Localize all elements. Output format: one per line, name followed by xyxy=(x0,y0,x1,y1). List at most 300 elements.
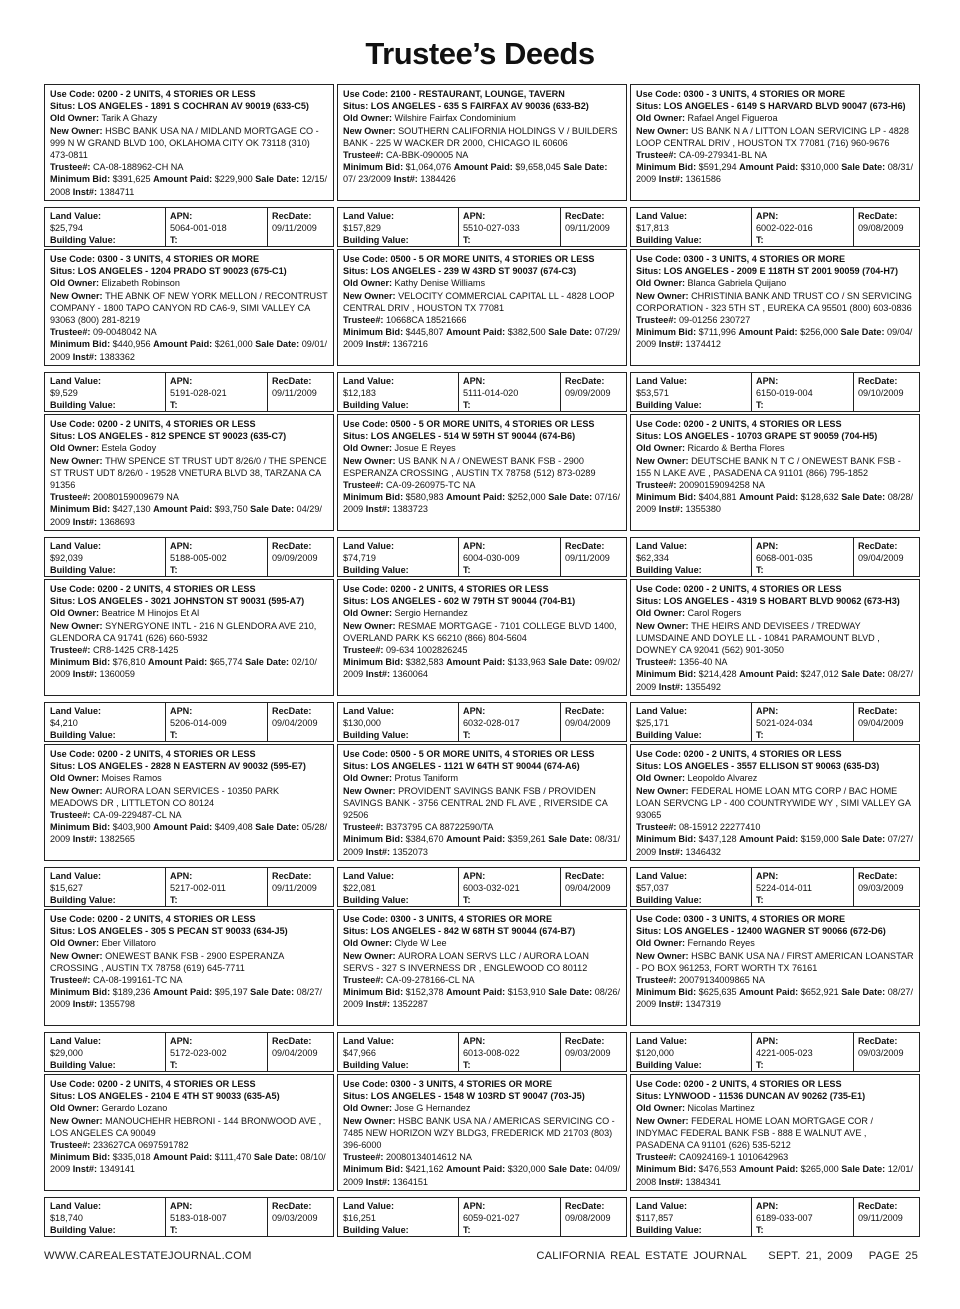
values-cell xyxy=(631,538,752,576)
tract-value xyxy=(463,741,557,742)
use-code-label: Use Code: xyxy=(343,914,391,924)
apn-cell xyxy=(459,208,561,246)
land-value-label: Land Value: xyxy=(343,1201,395,1211)
recdate-value: 09/08/2009 xyxy=(858,223,904,233)
use-code-label: Use Code: xyxy=(636,1079,684,1089)
situs-label: Situs: xyxy=(50,431,78,442)
old-owner-label: Old Owner: xyxy=(636,113,688,124)
minimum-bid-label: Minimum Bid: xyxy=(636,834,699,845)
minimum-bid-value: $427,130 xyxy=(112,504,151,515)
new-owner-label: New Owner: xyxy=(343,125,399,136)
building-value xyxy=(636,399,748,412)
inst-value: 1352287 xyxy=(392,999,428,1010)
tract-label: T: xyxy=(463,1225,471,1235)
values-cell xyxy=(45,1033,166,1071)
new-owner-label: New Owner: xyxy=(343,290,399,301)
minimum-bid-label: Minimum Bid: xyxy=(50,1152,113,1163)
recdate-cell xyxy=(268,373,333,411)
minimum-bid-value: $437,128 xyxy=(698,834,737,845)
sale-date-value: 09/02/ 2009 xyxy=(343,657,621,680)
old-owner-label: Old Owner: xyxy=(50,608,102,619)
inst-value: 1384426 xyxy=(420,174,456,185)
use-code-label: Use Code: xyxy=(50,1079,98,1089)
situs-value: LOS ANGELES - 3021 JOHNSTON ST 90031 (595-A7) xyxy=(77,596,305,607)
land-value-value: $47,966 xyxy=(343,1048,376,1058)
old-owner-label: Old Owner: xyxy=(636,278,688,289)
building-value-value xyxy=(636,906,748,907)
trustee-label: Trustee#: xyxy=(343,822,386,833)
minimum-bid-value: $711,996 xyxy=(698,327,736,338)
recdate-cell xyxy=(561,703,626,741)
tract xyxy=(463,729,557,742)
value-table xyxy=(44,207,334,247)
use-code-value: 0200 - 2 UNITS, 4 STORIES OR LESS xyxy=(683,419,842,429)
deed-record xyxy=(337,249,627,414)
apn-cell xyxy=(752,373,854,411)
recdate-label: RecDate: xyxy=(858,376,898,386)
inst-value: 1367216 xyxy=(392,339,428,350)
new-owner-label: New Owner: xyxy=(343,620,399,631)
tract-value xyxy=(756,576,850,577)
old-owner-value: Josue E Reyes xyxy=(394,443,456,454)
minimum-bid-label: Minimum Bid: xyxy=(50,504,113,515)
deed-record xyxy=(44,414,334,579)
deed-record xyxy=(630,249,920,414)
tract xyxy=(756,894,850,907)
building-value-value xyxy=(50,741,162,742)
recdate-label: RecDate: xyxy=(565,376,605,386)
building-value-label: Building Value: xyxy=(343,400,409,410)
land-value xyxy=(50,1035,162,1059)
building-value-label: Building Value: xyxy=(636,1060,702,1070)
apn-cell xyxy=(459,703,561,741)
inst-value: 1374412 xyxy=(685,339,721,350)
deed-details xyxy=(337,909,627,1026)
building-value-label: Building Value: xyxy=(50,400,116,410)
amount-paid-value: $133,963 xyxy=(507,657,546,668)
inst-label: Inst#: xyxy=(658,504,686,515)
land-value-label: Land Value: xyxy=(636,1201,688,1211)
apn-cell xyxy=(459,868,561,906)
values-cell xyxy=(45,868,166,906)
land-value-value: $157,829 xyxy=(343,223,381,233)
building-value-label: Building Value: xyxy=(50,1060,116,1070)
use-code-label: Use Code: xyxy=(636,254,684,264)
value-table xyxy=(337,1032,627,1072)
minimum-bid-label: Minimum Bid: xyxy=(343,834,406,845)
land-value xyxy=(343,1200,455,1224)
land-value-label: Land Value: xyxy=(343,376,395,386)
minimum-bid-label: Minimum Bid: xyxy=(636,1164,699,1175)
apn xyxy=(756,870,850,894)
situs-value: LOS ANGELES - 842 W 68TH ST 90044 (674-B7) xyxy=(370,926,576,937)
old-owner-value: Blanca Gabriela Quijano xyxy=(687,278,787,289)
building-value-label: Building Value: xyxy=(50,895,116,905)
land-value-label: Land Value: xyxy=(50,1201,102,1211)
trustee-label: Trustee#: xyxy=(50,810,93,821)
new-owner-value: AURORA LOAN SERVICES - 10350 PARK MEADOWS DR , LITTLETON CO 80124 xyxy=(50,785,280,808)
land-value xyxy=(50,210,162,234)
trustee-label: Trustee#: xyxy=(636,480,679,491)
amount-paid-label: Amount Paid: xyxy=(446,327,508,338)
inst-value: 1355798 xyxy=(99,999,135,1010)
recdate-cell xyxy=(268,1198,333,1236)
recdate-value: 09/04/2009 xyxy=(858,718,904,728)
amount-paid-label: Amount Paid: xyxy=(153,987,215,998)
apn-label: APN: xyxy=(756,1201,779,1211)
use-code-value: 0200 - 2 UNITS, 4 STORIES OR LESS xyxy=(97,914,256,924)
recdate-cell xyxy=(268,538,333,576)
old-owner-label: Old Owner: xyxy=(343,608,395,619)
recdate-value: 09/03/2009 xyxy=(565,1048,611,1058)
old-owner-label: Old Owner: xyxy=(343,443,395,454)
apn xyxy=(463,540,557,564)
inst-value: 1384711 xyxy=(99,186,135,197)
sale-date-value: 08/31/ 2009 xyxy=(343,834,621,857)
land-value-value: $25,794 xyxy=(50,223,83,233)
value-table xyxy=(630,537,920,577)
land-value xyxy=(636,705,748,729)
use-code-label: Use Code: xyxy=(343,254,391,264)
tract-value xyxy=(756,1236,850,1237)
amount-paid-value: $65,774 xyxy=(209,657,243,668)
recdate-value: 09/04/2009 xyxy=(565,718,611,728)
land-value-value: $4,210 xyxy=(50,718,78,728)
use-code-value: 0300 - 3 UNITS, 4 STORIES OR MORE xyxy=(683,914,846,924)
sale-date-label: Sale Date: xyxy=(250,504,297,515)
amount-paid-label: Amount Paid: xyxy=(153,339,215,350)
inst-label: Inst#: xyxy=(658,681,686,692)
trustee-label: Trustee#: xyxy=(50,162,93,173)
tract xyxy=(463,564,557,577)
land-value-label: Land Value: xyxy=(343,541,395,551)
trustee-value: 20080159009679 NA xyxy=(92,492,179,503)
land-value-label: Land Value: xyxy=(50,706,102,716)
records-grid xyxy=(44,84,920,1239)
old-owner-value: Nicolas Martinez xyxy=(687,1103,755,1114)
apn-cell xyxy=(752,1198,854,1236)
value-table xyxy=(44,702,334,742)
sale-date-label: Sale Date: xyxy=(841,162,888,173)
recdate-cell xyxy=(561,373,626,411)
old-owner-label: Old Owner: xyxy=(50,773,102,784)
building-value-value xyxy=(50,576,162,577)
footer-website[interactable]: WWW.CAREALESTATEJOURNAL.COM xyxy=(44,1250,252,1262)
deed-details xyxy=(44,579,334,696)
old-owner-label: Old Owner: xyxy=(50,938,102,949)
footer-publication: CALIFORNIA REAL ESTATE JOURNAL xyxy=(536,1250,748,1262)
sale-date-value: 07/16/ 2009 xyxy=(343,492,621,515)
values-cell xyxy=(338,1033,459,1071)
minimum-bid-label: Minimum Bid: xyxy=(343,987,406,998)
new-owner-label: New Owner: xyxy=(636,620,692,631)
situs-label: Situs: xyxy=(50,596,78,607)
value-table xyxy=(337,1197,627,1237)
situs-label: Situs: xyxy=(343,761,371,772)
minimum-bid-value: $580,983 xyxy=(405,492,444,503)
land-value xyxy=(636,1200,748,1224)
land-value-label: Land Value: xyxy=(636,706,688,716)
building-value-value xyxy=(343,1236,455,1237)
inst-value: 1364151 xyxy=(392,1176,428,1187)
apn xyxy=(170,1035,264,1059)
apn-label: APN: xyxy=(756,706,779,716)
inst-label: Inst#: xyxy=(393,174,421,185)
page-title: Trustee’s Deeds xyxy=(365,36,595,71)
building-value-value xyxy=(636,246,748,247)
apn-value: 6003-032-021 xyxy=(463,883,520,893)
apn-value: 5188-005-002 xyxy=(170,553,227,563)
building-value-value xyxy=(50,1236,162,1237)
tract-value xyxy=(170,576,264,577)
building-value-label: Building Value: xyxy=(343,895,409,905)
values-cell xyxy=(338,703,459,741)
deed-record xyxy=(630,744,920,909)
new-owner-label: New Owner: xyxy=(636,125,692,136)
amount-paid-label: Amount Paid: xyxy=(739,834,801,845)
situs-label: Situs: xyxy=(343,101,371,112)
apn-label: APN: xyxy=(463,706,486,716)
inst-value: 1383362 xyxy=(99,351,135,362)
sale-date-label: Sale Date: xyxy=(841,987,888,998)
values-cell xyxy=(631,373,752,411)
deed-details xyxy=(337,414,627,531)
old-owner-value: Carol Rogers xyxy=(687,608,742,619)
new-owner-value: US BANK N A / LITTON LOAN SERVICING LP - 4828 LOOP CENTRAL DRIV , HOUSTON TX 77081 (716) 960-9676 xyxy=(636,125,909,148)
sale-date-label: Sale Date: xyxy=(548,492,595,503)
apn-cell xyxy=(166,868,268,906)
values-cell xyxy=(338,373,459,411)
apn-cell xyxy=(166,1033,268,1071)
situs-label: Situs: xyxy=(343,266,371,277)
tract xyxy=(463,894,557,907)
land-value-label: Land Value: xyxy=(50,1036,102,1046)
apn-label: APN: xyxy=(170,1201,193,1211)
inst-value: 1355380 xyxy=(685,504,721,515)
apn xyxy=(756,705,850,729)
apn-value: 6032-028-017 xyxy=(463,718,520,728)
amount-paid-label: Amount Paid: xyxy=(148,657,210,668)
tract-value xyxy=(170,246,264,247)
values-cell xyxy=(338,538,459,576)
apn-label: APN: xyxy=(170,541,193,551)
apn-label: APN: xyxy=(170,211,193,221)
records-column xyxy=(337,84,627,1239)
land-value-value: $117,857 xyxy=(636,1213,674,1223)
use-code-value: 0200 - 2 UNITS, 4 STORIES OR LESS xyxy=(97,419,256,429)
inst-value: 1349141 xyxy=(99,1164,135,1175)
recdate-label: RecDate: xyxy=(272,1201,312,1211)
new-owner-label: New Owner: xyxy=(50,290,106,301)
situs-value: LOS ANGELES - 635 S FAIRFAX AV 90036 (633-B2) xyxy=(370,101,589,112)
building-value xyxy=(50,894,162,907)
sale-date-value: 05/28/ 2009 xyxy=(50,822,328,845)
tract-value xyxy=(463,576,557,577)
use-code-label: Use Code: xyxy=(50,914,98,924)
trustee-label: Trustee#: xyxy=(636,1152,679,1163)
amount-paid-value: $409,408 xyxy=(214,822,253,833)
amount-paid-value: $111,470 xyxy=(214,1152,252,1163)
tract-label: T: xyxy=(463,235,471,245)
land-value-label: Land Value: xyxy=(636,1036,688,1046)
situs-value: LOS ANGELES - 1204 PRADO ST 90023 (675-C1) xyxy=(77,266,287,277)
land-value xyxy=(636,1035,748,1059)
situs-value: LOS ANGELES - 4319 S HOBART BLVD 90062 (673-H3) xyxy=(663,596,900,607)
inst-label: Inst#: xyxy=(658,999,686,1010)
situs-label: Situs: xyxy=(343,926,371,937)
use-code-value: 0300 - 3 UNITS, 4 STORIES OR MORE xyxy=(683,89,846,99)
tract xyxy=(170,564,264,577)
inst-value: 1346432 xyxy=(685,846,721,857)
situs-label: Situs: xyxy=(343,596,371,607)
apn-label: APN: xyxy=(463,376,486,386)
recdate-label: RecDate: xyxy=(272,541,312,551)
tract-label: T: xyxy=(756,1225,764,1235)
trustee-value: 09-01256 230727 xyxy=(678,315,751,326)
apn xyxy=(170,1200,264,1224)
old-owner-value: Fernando Reyes xyxy=(687,938,755,949)
new-owner-label: New Owner: xyxy=(636,785,692,796)
minimum-bid-value: $214,428 xyxy=(698,669,737,680)
new-owner-value: THE ABNK OF NEW YORK MELLON / RECONTRUST COMPANY - 1800 TAPO CANYON RD CA6-9, SIMI VALLEY CA 93063 (800) 281-8219 xyxy=(50,290,328,326)
tract xyxy=(170,894,264,907)
minimum-bid-label: Minimum Bid: xyxy=(50,987,113,998)
building-value-value xyxy=(636,576,748,577)
value-table xyxy=(44,1032,334,1072)
apn-label: APN: xyxy=(463,871,486,881)
situs-label: Situs: xyxy=(50,266,78,277)
inst-label: Inst#: xyxy=(658,174,686,185)
trustee-value: 20080134014612 NA xyxy=(385,1152,472,1163)
recdate-cell xyxy=(854,208,919,246)
old-owner-label: Old Owner: xyxy=(50,443,102,454)
trustee-label: Trustee#: xyxy=(636,150,679,161)
amount-paid-value: $252,000 xyxy=(507,492,546,503)
amount-paid-value: $256,000 xyxy=(800,327,839,338)
inst-value: 1352073 xyxy=(392,846,428,857)
situs-label: Situs: xyxy=(50,926,78,937)
deed-record xyxy=(337,84,627,249)
tract xyxy=(756,729,850,742)
value-table xyxy=(630,372,920,412)
tract-label: T: xyxy=(756,1060,764,1070)
use-code-value: 0200 - 2 UNITS, 4 STORIES OR LESS xyxy=(683,584,842,594)
building-value-value xyxy=(636,411,748,412)
old-owner-value: Beatrice M Hinojos Et Al xyxy=(101,608,200,619)
tract-value xyxy=(170,1236,264,1237)
building-value xyxy=(636,1224,748,1237)
old-owner-value: Tarik A Ghazy xyxy=(101,113,158,124)
apn-label: APN: xyxy=(463,1201,486,1211)
land-value-value: $92,039 xyxy=(50,553,83,563)
apn-value: 5206-014-009 xyxy=(170,718,227,728)
old-owner-label: Old Owner: xyxy=(343,773,395,784)
use-code-value: 2100 - RESTAURANT, LOUNGE, TAVERN xyxy=(390,89,565,99)
apn-cell xyxy=(459,373,561,411)
value-table xyxy=(630,702,920,742)
tract-value xyxy=(170,411,264,412)
recdate-label: RecDate: xyxy=(272,376,312,386)
land-value-label: Land Value: xyxy=(636,871,688,881)
situs-value: LOS ANGELES - 1121 W 64TH ST 90044 (674-A6) xyxy=(370,761,580,772)
inst-label: Inst#: xyxy=(365,846,393,857)
apn-value: 5183-018-007 xyxy=(170,1213,227,1223)
inst-value: 1347319 xyxy=(685,999,721,1010)
old-owner-label: Old Owner: xyxy=(50,1103,102,1114)
deed-record xyxy=(44,84,334,249)
situs-label: Situs: xyxy=(50,1091,78,1102)
situs-value: LOS ANGELES - 305 S PECAN ST 90033 (634-J5) xyxy=(77,926,288,937)
amount-paid-label: Amount Paid: xyxy=(739,162,801,173)
tract-label: T: xyxy=(756,895,764,905)
sale-date-value: 12/15/ 2008 xyxy=(50,174,328,197)
value-table xyxy=(337,372,627,412)
inst-value: 1361586 xyxy=(685,174,721,185)
apn-value: 6059-021-027 xyxy=(463,1213,520,1223)
trustee-value: CA-09-260975-TC NA xyxy=(385,480,476,491)
amount-paid-label: Amount Paid: xyxy=(446,657,508,668)
building-value xyxy=(343,1224,455,1237)
deed-details xyxy=(337,579,627,696)
use-code-value: 0200 - 2 UNITS, 4 STORIES OR LESS xyxy=(683,749,842,759)
values-cell xyxy=(338,868,459,906)
recdate-label: RecDate: xyxy=(272,211,312,221)
use-code-value: 0200 - 2 UNITS, 4 STORIES OR LESS xyxy=(97,89,256,99)
situs-label: Situs: xyxy=(50,761,78,772)
trustee-label: Trustee#: xyxy=(636,657,679,668)
trustee-label: Trustee#: xyxy=(50,1140,93,1151)
land-value-value: $12,183 xyxy=(343,388,376,398)
apn-value: 6004-030-009 xyxy=(463,553,520,563)
old-owner-label: Old Owner: xyxy=(636,443,688,454)
minimum-bid-value: $440,956 xyxy=(112,339,151,350)
apn-cell xyxy=(166,538,268,576)
inst-label: Inst#: xyxy=(72,516,100,527)
apn xyxy=(463,705,557,729)
tract-value xyxy=(756,246,850,247)
trustee-value: 09-0048042 NA xyxy=(92,327,157,338)
deed-details xyxy=(630,909,920,1026)
land-value xyxy=(343,870,455,894)
use-code-value: 0300 - 3 UNITS, 4 STORIES OR MORE xyxy=(390,1079,553,1089)
trustee-value: B373795 CA 88722590/TA xyxy=(385,822,494,833)
amount-paid-value: $382,500 xyxy=(507,327,546,338)
inst-label: Inst#: xyxy=(658,846,686,857)
land-value-value: $18,740 xyxy=(50,1213,83,1223)
land-value xyxy=(343,1035,455,1059)
deed-record xyxy=(337,414,627,579)
records-column xyxy=(44,84,334,1239)
trustee-label: Trustee#: xyxy=(50,975,93,986)
situs-label: Situs: xyxy=(343,1091,371,1102)
recdate-cell xyxy=(854,1198,919,1236)
amount-paid-label: Amount Paid: xyxy=(739,1164,801,1175)
old-owner-value: Protus Taniform xyxy=(394,773,459,784)
recdate-value: 09/09/2009 xyxy=(565,388,611,398)
building-value-label: Building Value: xyxy=(636,1225,702,1235)
building-value-label: Building Value: xyxy=(636,730,702,740)
use-code-label: Use Code: xyxy=(636,584,684,594)
inst-label: Inst#: xyxy=(365,504,393,515)
amount-paid-label: Amount Paid: xyxy=(446,987,508,998)
inst-label: Inst#: xyxy=(658,339,686,350)
land-value-value: $120,000 xyxy=(636,1048,674,1058)
recdate-value: 09/04/2009 xyxy=(272,1048,318,1058)
sale-date-label: Sale Date: xyxy=(255,339,302,350)
apn-cell xyxy=(166,208,268,246)
value-table xyxy=(337,702,627,742)
deed-record xyxy=(630,909,920,1074)
